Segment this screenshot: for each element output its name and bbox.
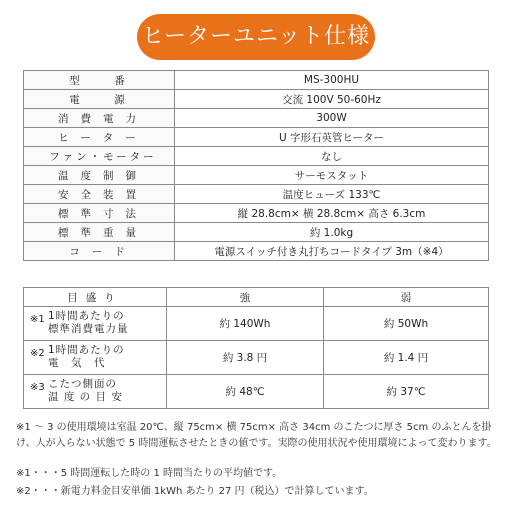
- spec-row: [24, 204, 489, 223]
- row-label-line2: 標準消費電力量: [48, 323, 129, 335]
- power-header-row: [24, 288, 489, 307]
- spec-row: [24, 147, 489, 166]
- footnote-2: ※2・・・新電力料金目安単価 1kWh あたり 27 円（税込）で計算しています。: [16, 486, 374, 497]
- spec-label: 消費電力: [24, 109, 175, 128]
- spec-label: 電 源: [24, 90, 175, 109]
- power-table: [23, 287, 489, 409]
- weak-value: 約 50Wh: [324, 307, 489, 341]
- spec-row: [24, 223, 489, 242]
- power-row: [24, 341, 489, 375]
- row-label-line1: 1時間あたりの: [48, 344, 125, 356]
- spec-value: 縦 28.8cm× 横 28.8cm× 高さ 6.3cm: [175, 204, 489, 223]
- title-area: [0, 14, 512, 60]
- note-mark: ※1: [30, 314, 45, 325]
- header-weak: 弱: [324, 288, 489, 307]
- spec-row: [24, 128, 489, 147]
- row-label-line1: 1時間あたりの: [48, 310, 125, 322]
- spec-row: [24, 166, 489, 185]
- row-label-line2: 電 気 代: [48, 357, 106, 369]
- power-row: [24, 375, 489, 409]
- row-label-line2: 温 度 の 目 安: [48, 391, 123, 403]
- spec-value: 交流 100V 50-60Hz: [175, 90, 489, 109]
- row-label-line1: こたつ側面の: [48, 378, 117, 390]
- power-row: [24, 307, 489, 341]
- power-row-label: [24, 341, 167, 375]
- spec-value: 温度ヒューズ 133℃: [175, 185, 489, 204]
- spec-value: 電源スイッチ付き丸打ちコードタイプ 3m（※4）: [175, 242, 489, 261]
- spec-row: [24, 185, 489, 204]
- spec-row: [24, 90, 489, 109]
- spec-label: ヒーター: [24, 128, 175, 147]
- spec-label: 安全装置: [24, 185, 175, 204]
- spec-label: 標準重量: [24, 223, 175, 242]
- header-scale: 目盛り: [24, 288, 167, 307]
- strong-value: 約 48℃: [167, 375, 324, 409]
- spec-table: [23, 70, 489, 261]
- spec-value: 300W: [175, 109, 489, 128]
- spec-value: サーモスタット: [175, 166, 489, 185]
- spec-row: [24, 242, 489, 261]
- spec-label: 型 番: [24, 71, 175, 90]
- spec-label: ファン・モーター: [24, 147, 175, 166]
- power-row-label: [24, 307, 167, 341]
- footnote-conditions: ※1 ～ 3 の使用環境は室温 20℃、縦 75cm× 横 75cm× 高さ 34cm のこたつに厚さ 5cm のふとんを掛け、人が入らない状態で 5 時間運転させたときの値です。実際の使用状況や使用環境によって変わります。: [16, 422, 497, 449]
- spec-row: [24, 71, 489, 90]
- weak-value: 約 1.4 円: [324, 341, 489, 375]
- page-title: ヒーターユニット仕様: [137, 14, 375, 60]
- spec-value: なし: [175, 147, 489, 166]
- note-mark: ※2: [30, 348, 45, 359]
- spec-label: コード: [24, 242, 175, 261]
- footnote-1: ※1・・・5 時間運転した時の 1 時間当たりの平均値です。: [16, 468, 283, 479]
- weak-value: 約 37℃: [324, 375, 489, 409]
- strong-value: 約 140Wh: [167, 307, 324, 341]
- power-row-label: [24, 375, 167, 409]
- strong-value: 約 3.8 円: [167, 341, 324, 375]
- spec-label: 温度制御: [24, 166, 175, 185]
- spec-value: U 字形石英管ヒーター: [175, 128, 489, 147]
- spec-label: 標準寸法: [24, 204, 175, 223]
- note-mark: ※3: [30, 382, 45, 393]
- spec-row: [24, 109, 489, 128]
- header-strong: 強: [167, 288, 324, 307]
- spec-value: 約 1.0kg: [175, 223, 489, 242]
- spec-value: MS-300HU: [175, 71, 489, 90]
